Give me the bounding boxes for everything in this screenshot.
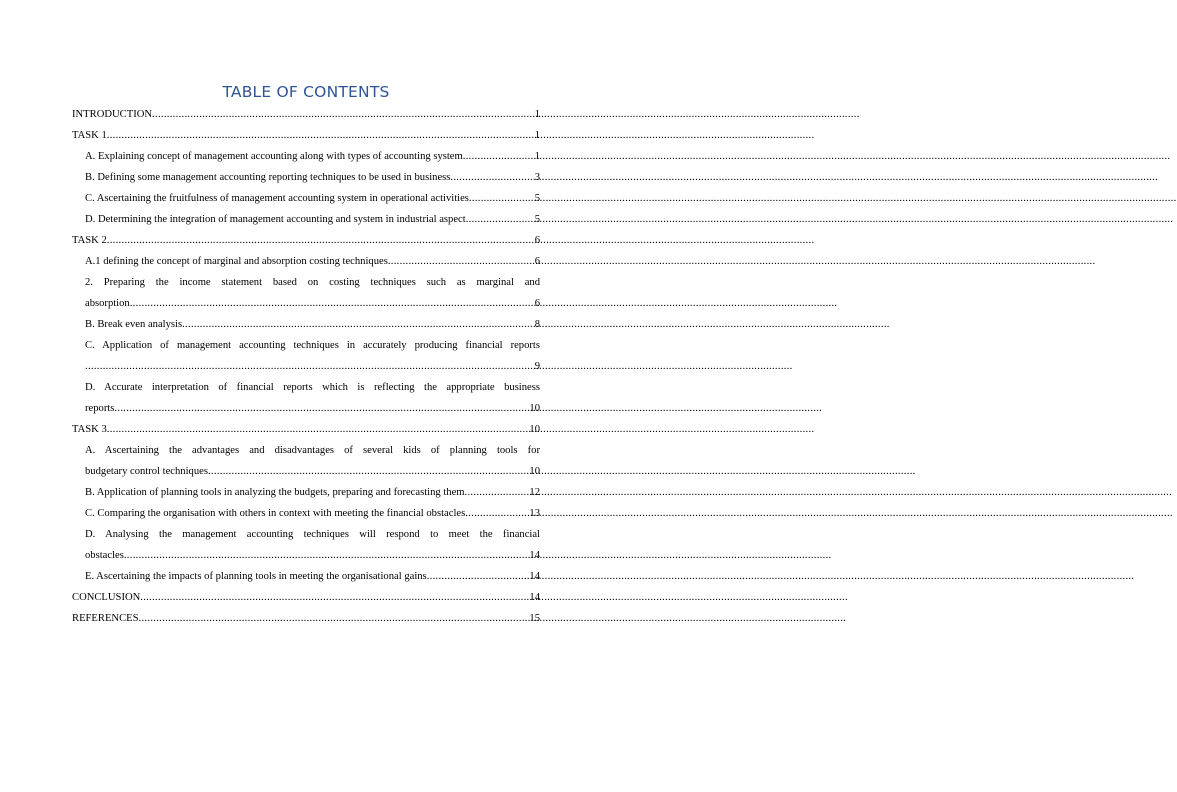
toc-entry-text: A. Explaining concept of management accounting along with types of accounting system [85, 151, 463, 162]
toc-entry-text: B. Application of planning tools in analyzing the budgets, preparing and forecasting them [85, 487, 465, 498]
toc-page-number: 10 [529, 424, 540, 435]
toc-entry[interactable] [72, 524, 540, 566]
toc-entry[interactable] [72, 125, 540, 146]
toc-page-number: 3 [534, 172, 540, 183]
table-of-contents [72, 104, 540, 629]
toc-leader-dots [107, 230, 534, 251]
toc-page-number: 14 [529, 571, 540, 582]
toc-entry[interactable] [72, 188, 540, 209]
toc-entry-text: absorption [85, 298, 130, 309]
toc-entry[interactable] [72, 587, 540, 608]
toc-entry-row [72, 104, 540, 125]
toc-entry-row [85, 545, 540, 566]
toc-page-number: 15 [529, 613, 540, 624]
toc-page-number: 12 [529, 487, 540, 498]
toc-page-number: 1 [534, 151, 540, 162]
toc-entry[interactable] [72, 482, 540, 503]
toc-entry-text-line: A. Ascertaining the advantages and disadvantages of several kids of planning tools for [85, 445, 540, 456]
toc-entry-text-line: D. Accurate interpretation of financial reports which is reflecting the appropriate business [85, 382, 540, 393]
toc-leader-dots [140, 587, 528, 608]
toc-entry-row [85, 482, 540, 503]
toc-entry-text: INTRODUCTION [72, 109, 153, 120]
toc-entry[interactable] [72, 377, 540, 419]
toc-leader-dots [124, 545, 529, 566]
toc-leader-dots [208, 461, 528, 482]
toc-page-number: 10 [529, 403, 540, 414]
toc-entry[interactable] [72, 566, 540, 587]
toc-page-number: 1 [534, 109, 540, 120]
toc-leader-dots [182, 314, 534, 335]
toc-entry[interactable] [72, 314, 540, 335]
toc-entry-row [85, 209, 540, 230]
toc-entry-row [72, 125, 540, 146]
toc-entry-text: TASK 2 [72, 235, 107, 246]
toc-entry-text: B. Break even analysis [85, 319, 183, 330]
toc-page-number: 6 [534, 256, 540, 267]
toc-leader-dots [85, 356, 534, 377]
toc-entry-row [85, 188, 540, 209]
toc-entry-text: E. Ascertaining the impacts of planning tools in meeting the organisational gains [85, 571, 427, 582]
toc-leader-dots [388, 251, 534, 272]
toc-entry-text: C. Comparing the organisation with others in context with meeting the financial obstacles [85, 508, 466, 519]
toc-page-number: 14 [529, 550, 540, 561]
toc-entry-text: REFERENCES [72, 613, 139, 624]
toc-page-number: 8 [534, 319, 540, 330]
toc-entry-text: TASK 1 [72, 130, 107, 141]
toc-page-number: 14 [529, 592, 540, 603]
toc-entry[interactable] [72, 503, 540, 524]
toc-entry-row [85, 314, 540, 335]
toc-entry[interactable] [72, 230, 540, 251]
toc-page-number: 1 [534, 130, 540, 141]
toc-entry[interactable] [72, 209, 540, 230]
toc-leader-dots [450, 167, 533, 188]
toc-entry-row [85, 503, 540, 524]
toc-entry[interactable] [72, 104, 540, 125]
toc-entry-row [85, 167, 540, 188]
toc-leader-dots [152, 104, 534, 125]
toc-leader-dots [139, 608, 529, 629]
toc-page-number: 9 [534, 361, 540, 372]
toc-entry-text: B. Defining some management accounting reporting techniques to be used in business [85, 172, 451, 183]
toc-entry[interactable] [72, 419, 540, 440]
toc-entry-text: reports [85, 403, 115, 414]
toc-entry[interactable] [72, 440, 540, 482]
toc-entry[interactable] [72, 167, 540, 188]
toc-entry-text: budgetary control techniques [85, 466, 208, 477]
toc-entry[interactable] [72, 608, 540, 629]
toc-entry[interactable] [72, 146, 540, 167]
toc-entry-row [85, 251, 540, 272]
toc-entry[interactable] [72, 335, 540, 377]
toc-entry[interactable] [72, 272, 540, 314]
toc-entry[interactable] [72, 251, 540, 272]
toc-entry-text: A.1 defining the concept of marginal and absorption costing techniques [85, 256, 388, 267]
toc-entry-text-line: D. Analysing the management accounting techniques will respond to meet the financial [85, 529, 540, 540]
toc-entry-row [85, 356, 540, 377]
toc-entry-text-line: C. Application of management accounting techniques in accurately producing financial reports [85, 340, 540, 351]
toc-leader-dots [466, 209, 534, 230]
toc-leader-dots [463, 146, 534, 167]
toc-page-number: 10 [529, 466, 540, 477]
toc-page-number: 6 [534, 235, 540, 246]
toc-entry-row [72, 587, 540, 608]
toc-title: TABLE OF CONTENTS [222, 83, 390, 101]
toc-entry-row [72, 419, 540, 440]
toc-entry-row [85, 461, 540, 482]
toc-page-number: 5 [534, 193, 540, 204]
toc-page-number: 5 [534, 214, 540, 225]
toc-leader-dots [465, 503, 528, 524]
toc-entry-row [85, 146, 540, 167]
toc-entry-text-line: 2. Preparing the income statement based on costing techniques such as marginal and [85, 277, 540, 288]
toc-leader-dots [114, 398, 528, 419]
toc-entry-row [85, 398, 540, 419]
toc-entry-row [72, 608, 540, 629]
toc-entry-row [85, 293, 540, 314]
toc-leader-dots [107, 419, 529, 440]
toc-leader-dots [130, 293, 534, 314]
toc-page-number: 13 [529, 508, 540, 519]
toc-entry-text: TASK 3 [72, 424, 107, 435]
toc-entry-text: D. Determining the integration of management accounting and system in industrial aspect [85, 214, 466, 225]
toc-leader-dots [107, 125, 534, 146]
toc-entry-row [85, 566, 540, 587]
toc-entry-text: CONCLUSION [72, 592, 141, 603]
toc-entry-row [72, 230, 540, 251]
toc-leader-dots [469, 188, 534, 209]
toc-leader-dots [465, 482, 529, 503]
toc-entry-text: obstacles [85, 550, 124, 561]
toc-leader-dots [427, 566, 529, 587]
toc-page-number: 6 [534, 298, 540, 309]
toc-entry-text: C. Ascertaining the fruitfulness of management accounting system in operational activities [85, 193, 469, 204]
